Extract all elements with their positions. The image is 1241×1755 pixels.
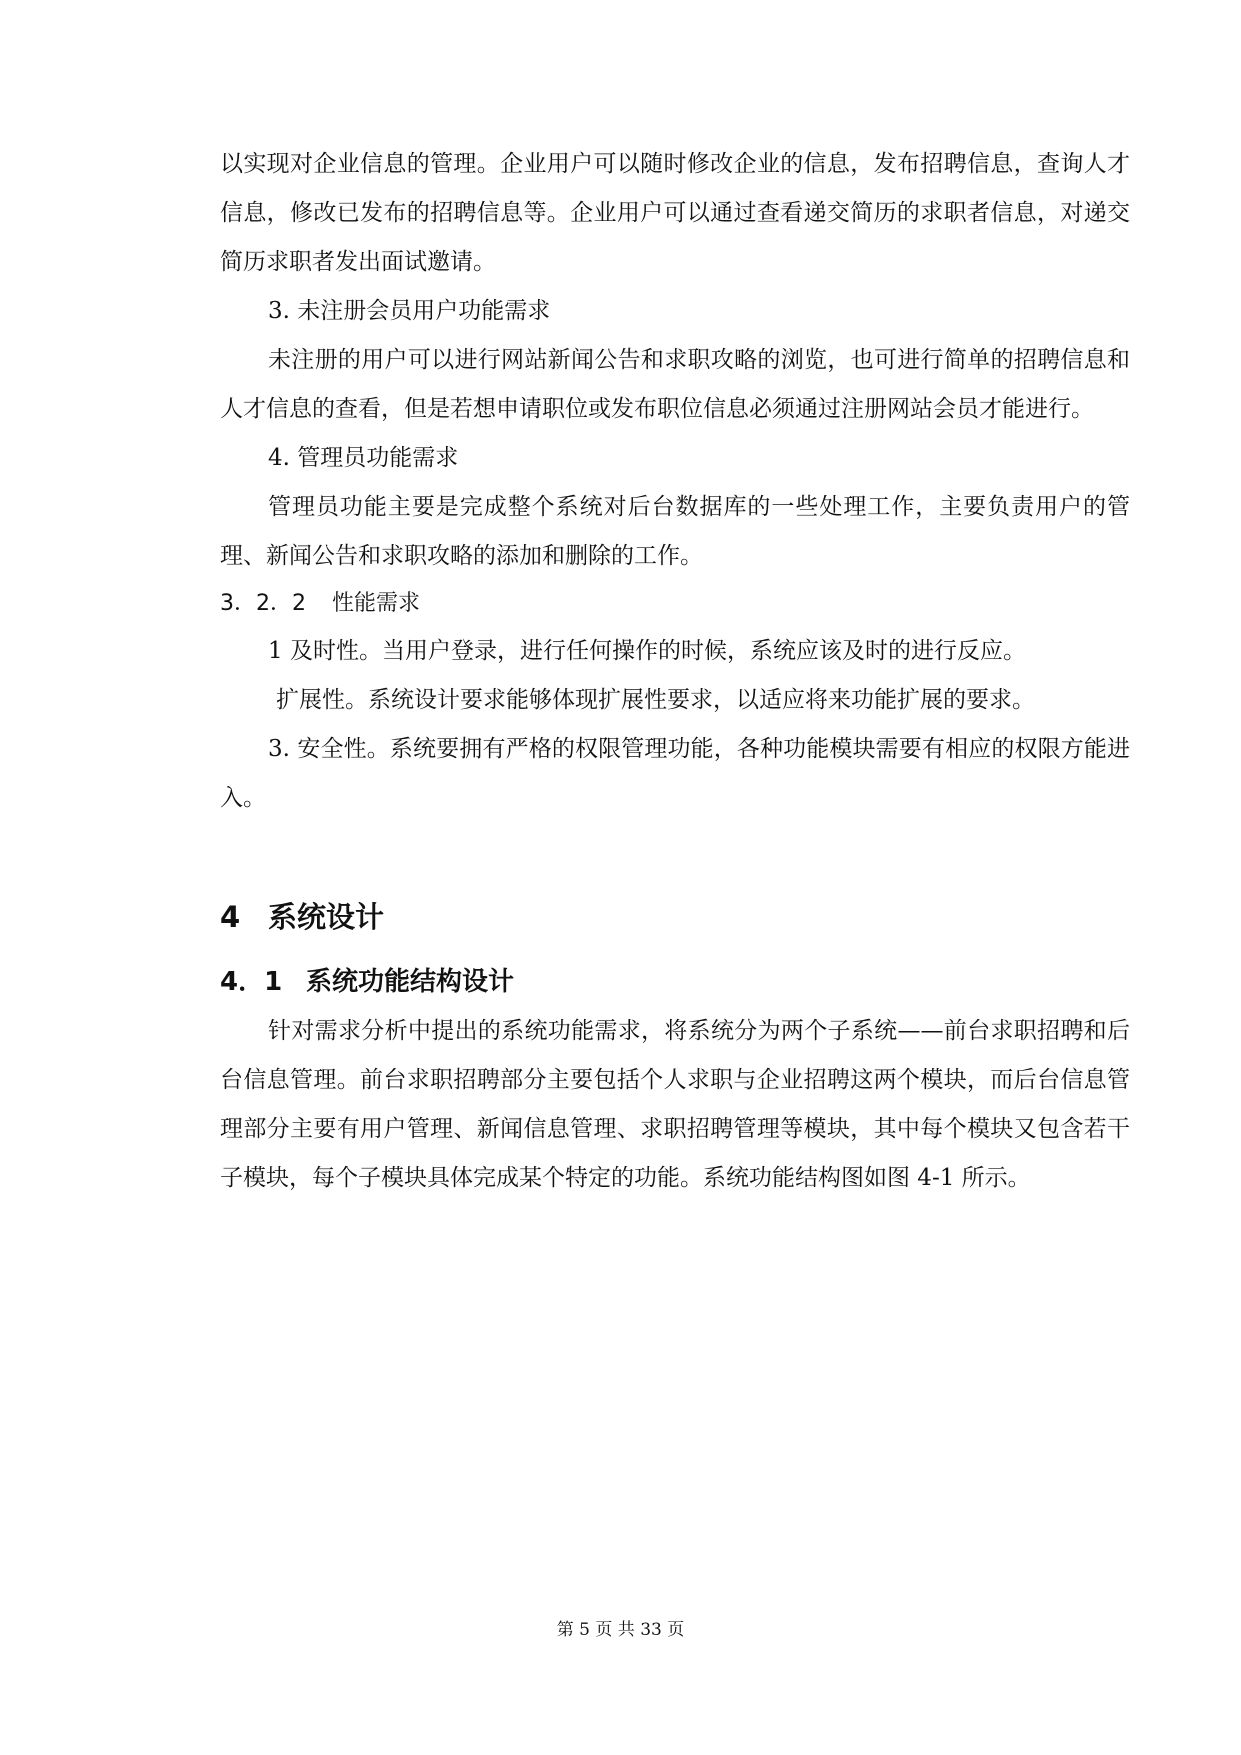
paragraph-enterprise-user: 以实现对企业信息的管理。企业用户可以随时修改企业的信息，发布招聘信息，查询人才信息，修改已发布的招聘信息等。企业用户可以通过查看递交简历的求职者信息，对递交简历求职者发出面试邀请。: [220, 151, 1130, 275]
item-4-title: 4. 管理员功能需求: [268, 445, 459, 471]
heading-4-1-number: 4．1: [220, 967, 283, 997]
heading-4-text: 系统设计: [268, 900, 385, 934]
heading-3-2-2-number: 3．2．2: [220, 591, 306, 616]
perf-timeliness: 1 及时性。当用户登录，进行任何操作的时候，系统应该及时的进行反应。: [268, 638, 1026, 664]
heading-4-1-text: 系统功能结构设计: [306, 967, 515, 997]
item-3-title: 3. 未注册会员用户功能需求: [268, 298, 551, 324]
page-footer: 第 5 页 共 33 页: [556, 1620, 685, 1640]
paragraph-unregistered-user: 未注册的用户可以进行网站新闻公告和求职攻略的浏览，也可进行简单的招聘信息和人才信息的查看，但是若想申请职位或发布职位信息必须通过注册网站会员才能进行。: [220, 347, 1130, 422]
heading-3-2-2-text: 性能需求: [332, 591, 421, 616]
document-page: [220, 140, 1130, 1203]
paragraph-admin: 管理员功能主要是完成整个系统对后台数据库的一些处理工作，主要负责用户的管理、新闻公告和求职攻略的添加和删除的工作。: [220, 494, 1130, 569]
perf-extensibility: 扩展性。系统设计要求能够体现扩展性要求，以适应将来功能扩展的要求。: [276, 687, 1035, 713]
heading-4: [220, 891, 1130, 943]
heading-4-number: 4: [220, 900, 241, 934]
perf-security: 3. 安全性。系统要拥有严格的权限管理功能，各种功能模块需要有相应的权限方能进入。: [220, 736, 1130, 811]
heading-4-1: [220, 957, 1130, 1007]
paragraph-function-structure: 针对需求分析中提出的系统功能需求，将系统分为两个子系统——前台求职招聘和后台信息管理。前台求职招聘部分主要包括个人求职与企业招聘这两个模块，而后台信息管理部分主要有用户管理、新闻信息管理、求职招聘管理等模块，其中每个模块又包含若干子模块，每个子模块具体完成某个特定的功能。系统功能结构图如图 4-1 所示。: [220, 1018, 1130, 1191]
heading-3-2-2: [220, 581, 1130, 627]
